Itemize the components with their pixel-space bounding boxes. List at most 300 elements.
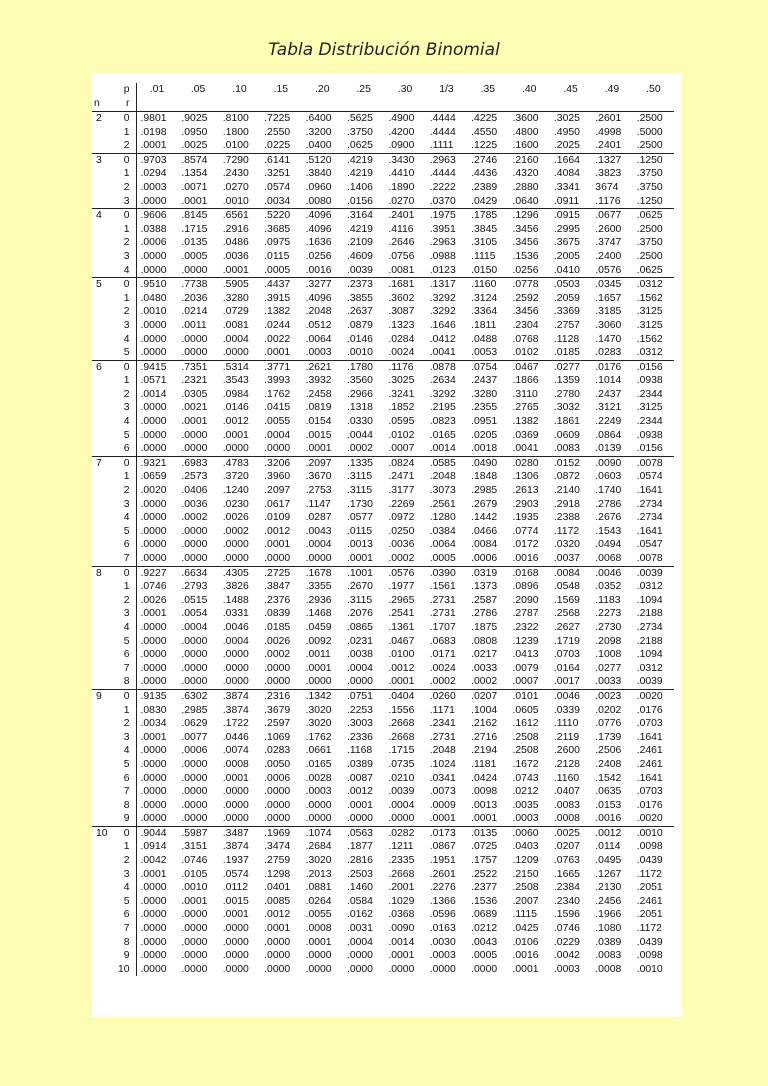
probability-cell: .3750: [636, 237, 663, 249]
probability-cell: .0038: [346, 649, 373, 661]
probability-cell: .0283: [595, 347, 622, 359]
probability-cell: .0585: [426, 456, 467, 470]
probability-cell: .3105: [471, 237, 498, 249]
probability-cell: .0000: [264, 936, 291, 948]
probability-cell: .0022: [264, 333, 291, 345]
probability-cell: .0039: [346, 264, 373, 276]
probability-cell: .0230: [222, 498, 249, 510]
probability-cell: .0031: [346, 923, 373, 935]
probability-cell: .0000: [140, 429, 167, 441]
probability-cell: .3292: [429, 292, 456, 304]
probability-cell: .0004: [222, 635, 249, 647]
probability-cell: .0244: [264, 319, 291, 331]
probability-cell: .0001: [471, 813, 498, 825]
probability-cell: .0028: [305, 772, 332, 784]
probability-cell: .0808: [471, 635, 498, 647]
probability-cell: .0370: [429, 195, 456, 207]
probability-cell: .0012: [591, 826, 632, 840]
r-label: r: [114, 97, 136, 112]
probability-cell: .0264: [305, 895, 332, 907]
probability-cell: .1665: [553, 868, 580, 880]
probability-cell: .6141: [260, 153, 301, 167]
probability-cell: .0000: [181, 909, 208, 921]
probability-cell: .1183: [595, 594, 621, 606]
probability-cell: .1542: [595, 772, 622, 784]
probability-cell: .0001: [305, 443, 332, 455]
probability-cell: .1780: [343, 360, 384, 374]
probability-cell: .2668: [388, 868, 415, 880]
r-value: 6: [114, 442, 136, 456]
probability-cell: .0000: [346, 950, 373, 962]
probability-cell: .0577: [346, 512, 373, 524]
probability-cell: .0000: [140, 635, 167, 647]
probability-cell: .9135: [136, 689, 177, 703]
table-row: [92, 292, 674, 306]
probability-cell: .0004: [388, 799, 415, 811]
probability-cell: .0002: [264, 649, 291, 661]
probability-cell: .2500: [636, 223, 663, 235]
probability-cell: .0026: [140, 594, 167, 606]
probability-cell: .1975: [426, 209, 467, 223]
r-value: 6: [114, 648, 136, 662]
probability-cell: .0025: [181, 140, 208, 152]
probability-cell: .2731: [429, 608, 456, 620]
probability-cell: .0404: [384, 689, 425, 703]
probability-cell: .0389: [595, 936, 622, 948]
probability-cell: .3151: [181, 841, 208, 853]
probability-cell: .3823: [595, 168, 622, 180]
probability-cell: .1172: [636, 923, 662, 935]
probability-cell: .3206: [260, 456, 301, 470]
probability-cell: .4950: [553, 126, 580, 138]
probability-cell: .2162: [471, 718, 498, 730]
probability-cell: .1562: [636, 333, 663, 345]
probability-cell: .2471: [388, 471, 415, 483]
table-row: [92, 319, 674, 333]
probability-cell: .1171: [429, 704, 455, 716]
probability-cell: .2597: [264, 718, 291, 730]
probability-cell: .1008: [595, 649, 622, 661]
probability-cell: .4225: [471, 113, 498, 124]
probability-cell: .0911: [553, 195, 580, 207]
probability-cell: .0207: [553, 841, 580, 853]
probability-cell: .0001: [305, 662, 332, 674]
probability-cell: .0000: [222, 443, 249, 455]
probability-cell: .0305: [181, 388, 208, 400]
probability-cell: .0000: [181, 635, 208, 647]
probability-cell: .1306: [512, 471, 539, 483]
probability-cell: .1024: [429, 758, 456, 770]
probability-cell: .2194: [471, 745, 498, 757]
probability-cell: .1536: [471, 895, 498, 907]
r-value: 5: [114, 429, 136, 443]
probability-cell: .0001: [222, 429, 249, 441]
probability-cell: .0172: [512, 539, 539, 551]
probability-cell: .1740: [595, 485, 622, 497]
probability-cell: .0000: [346, 963, 373, 975]
probability-cell: .0205: [471, 429, 498, 441]
table-sheet: [92, 73, 682, 1017]
probability-cell: .2321: [181, 375, 208, 387]
probability-cell: .3845: [471, 223, 498, 235]
r-value: 6: [114, 908, 136, 922]
probability-cell: .2377: [471, 882, 498, 894]
probability-cell: .0000: [388, 813, 415, 825]
p-header-cell: .20: [315, 84, 330, 95]
probability-cell: .1128: [553, 333, 580, 345]
probability-cell: .0176: [636, 704, 663, 716]
probability-cell: .0407: [553, 786, 580, 798]
probability-cell: .0004: [305, 539, 332, 551]
probability-cell: .1442: [471, 512, 498, 524]
table-row: [92, 854, 674, 868]
probability-cell: .0000: [346, 676, 373, 688]
table-row: [92, 470, 674, 484]
probability-cell: .4436: [471, 168, 498, 180]
probability-cell: .0774: [512, 525, 539, 537]
probability-cell: .2048: [429, 745, 456, 757]
probability-cell: .3670: [305, 471, 332, 483]
probability-cell: .2880: [512, 181, 539, 193]
probability-cell: .0596: [429, 909, 456, 921]
probability-cell: .1646: [429, 319, 456, 331]
r-value: 5: [114, 635, 136, 649]
probability-cell: .0000: [181, 429, 208, 441]
probability-cell: .0001: [181, 195, 208, 207]
probability-cell: .4320: [512, 168, 539, 180]
probability-cell: .0368: [388, 909, 415, 921]
probability-cell: .2731: [429, 594, 456, 606]
r-value: 2: [114, 305, 136, 319]
probability-cell: .0000: [140, 264, 167, 276]
probability-cell: .2600: [553, 745, 580, 757]
probability-cell: .2119: [553, 731, 580, 743]
probability-cell: .0000: [140, 416, 167, 428]
probability-cell: .2508: [512, 745, 539, 757]
probability-cell: .0000: [140, 676, 167, 688]
probability-cell: .1730: [346, 498, 373, 510]
probability-cell: .2918: [553, 498, 580, 510]
probability-cell: .9801: [140, 113, 167, 124]
probability-cell: .0005: [264, 264, 291, 276]
probability-cell: .1877: [346, 841, 373, 853]
probability-cell: .0001: [388, 950, 415, 962]
probability-cell: .0576: [595, 264, 622, 276]
probability-cell: .2508: [512, 882, 539, 894]
probability-cell: .0515: [181, 594, 208, 606]
probability-cell: .0007: [388, 443, 415, 455]
probability-cell: .0002: [222, 525, 249, 537]
probability-cell: .2550: [264, 126, 291, 138]
probability-cell: .0074: [222, 745, 249, 757]
probability-cell: .0000: [140, 621, 167, 633]
r-value: 4: [114, 333, 136, 347]
probability-cell: .1250: [633, 153, 674, 167]
probability-cell: .0425: [512, 923, 539, 935]
probability-cell: .1861: [553, 416, 580, 428]
probability-cell: .2734: [636, 621, 663, 633]
probability-cell: .0000: [181, 525, 208, 537]
probability-cell: .0156: [346, 195, 373, 207]
probability-cell: .4084: [553, 168, 580, 180]
r-value: 2: [114, 717, 136, 731]
table-row: [92, 704, 674, 718]
probability-cell: .1977: [388, 581, 415, 593]
probability-cell: .2273: [595, 608, 622, 620]
probability-cell: .0283: [264, 745, 291, 757]
probability-cell: .0735: [388, 758, 415, 770]
probability-cell: .0000: [181, 936, 208, 948]
probability-cell: .1569: [553, 594, 580, 606]
probability-cell: .0000: [140, 250, 167, 262]
table-row: [92, 250, 674, 264]
probability-cell: .0000: [264, 950, 291, 962]
probability-cell: .0635: [595, 786, 622, 798]
probability-cell: .0046: [550, 689, 591, 703]
probability-cell: .0081: [222, 319, 249, 331]
probability-cell: .2668: [388, 731, 415, 743]
probability-cell: .0413: [512, 649, 539, 661]
probability-cell: .2098: [595, 635, 622, 647]
probability-cell: .0016: [512, 950, 539, 962]
probability-cell: .1147: [305, 498, 331, 510]
probability-cell: .0026: [222, 512, 249, 524]
probability-cell: .0083: [553, 799, 580, 811]
probability-cell: .1359: [553, 375, 580, 387]
probability-cell: .1160: [553, 772, 580, 784]
probability-cell: .0270: [222, 181, 249, 193]
probability-cell: .1382: [512, 416, 539, 428]
probability-cell: .1181: [471, 758, 497, 770]
probability-cell: .0098: [636, 841, 663, 853]
probability-cell: .1636: [305, 237, 332, 249]
probability-cell: .0000: [222, 347, 249, 359]
r-value: 0: [114, 826, 136, 840]
probability-cell: .1488: [222, 594, 249, 606]
probability-cell: .0878: [426, 360, 467, 374]
probability-cell: .3915: [264, 292, 291, 304]
r-value: 8: [114, 936, 136, 950]
probability-cell: .0703: [553, 649, 580, 661]
probability-cell: .0574: [264, 181, 291, 193]
probability-cell: .0098: [471, 786, 498, 798]
probability-cell: .1361: [388, 621, 415, 633]
table-row: [92, 922, 674, 936]
probability-cell: .0041: [512, 443, 539, 455]
probability-cell: .0260: [426, 689, 467, 703]
r-value: 3: [114, 498, 136, 512]
probability-cell: .1722: [222, 718, 249, 730]
probability-cell: .1323: [388, 319, 415, 331]
probability-cell: .0001: [264, 923, 291, 935]
probability-cell: .2388: [553, 512, 580, 524]
p-header-cell: .01: [149, 84, 165, 95]
probability-cell: .0010: [633, 826, 674, 840]
probability-cell: .0217: [471, 649, 498, 661]
table-row: [92, 112, 674, 126]
probability-cell: .2097: [264, 485, 291, 497]
probability-cell: .0002: [346, 443, 373, 455]
probability-cell: .0000: [181, 772, 208, 784]
probability-cell: .1267: [595, 868, 622, 880]
probability-cell: .3125: [636, 319, 663, 331]
probability-cell: .3456: [512, 306, 539, 318]
probability-cell: .0016: [512, 553, 539, 564]
probability-cell: .0000: [471, 963, 498, 975]
r-value: 3: [114, 731, 136, 745]
probability-cell: .2304: [512, 319, 539, 331]
probability-cell: .1935: [512, 512, 539, 524]
probability-cell: .3032: [553, 402, 580, 414]
p-label: p: [114, 83, 136, 97]
probability-cell: .1719: [553, 635, 580, 647]
r-value: 2: [114, 854, 136, 868]
probability-cell: .2506: [595, 745, 622, 757]
probability-cell: .0000: [222, 662, 249, 674]
probability-cell: .0210: [388, 772, 415, 784]
p-header-cell: .10: [232, 84, 247, 95]
probability-cell: .2188: [636, 608, 663, 620]
probability-cell: .0036: [181, 498, 208, 510]
probability-cell: .0083: [553, 443, 580, 455]
table-header: [92, 83, 674, 112]
probability-cell: .0743: [512, 772, 539, 784]
probability-cell: .0078: [633, 456, 674, 470]
r-value: 2: [114, 181, 136, 195]
probability-cell: .0003: [305, 347, 332, 359]
probability-cell: .0000: [222, 649, 249, 661]
probability-cell: .0609: [553, 429, 580, 441]
probability-cell: .0026: [264, 635, 291, 647]
probability-cell: .2036: [181, 292, 208, 304]
r-value: 2: [114, 484, 136, 498]
probability-cell: .7738: [177, 278, 218, 292]
probability-cell: .0214: [181, 306, 208, 318]
probability-cell: .0000: [181, 347, 208, 359]
probability-cell: .0830: [140, 704, 167, 716]
probability-cell: .3543: [222, 375, 249, 387]
probability-cell: .1211: [388, 841, 414, 853]
probability-cell: .0000: [305, 676, 332, 688]
probability-cell: .0037: [553, 553, 580, 564]
probability-cell: .3720: [222, 471, 249, 483]
probability-cell: .3125: [636, 306, 663, 318]
probability-cell: .1848: [471, 471, 498, 483]
probability-cell: .0012: [264, 909, 291, 921]
probability-cell: .1681: [384, 278, 425, 292]
p-header-cell: .49: [604, 84, 620, 95]
probability-cell: .0034: [264, 195, 291, 207]
probability-cell: .5220: [260, 209, 301, 223]
probability-cell: .0768: [512, 333, 539, 345]
probability-cell: .0446: [222, 731, 249, 743]
probability-cell: .0043: [471, 936, 498, 948]
probability-cell: .2503: [346, 868, 373, 880]
table-row: [92, 566, 674, 580]
probability-cell: .0341: [429, 772, 456, 784]
probability-cell: .1811: [471, 319, 497, 331]
probability-cell: .0320: [553, 539, 580, 551]
r-value: 6: [114, 538, 136, 552]
probability-cell: .2963: [426, 153, 467, 167]
probability-cell: .2401: [595, 140, 622, 152]
probability-cell: .2965: [388, 594, 415, 606]
probability-cell: .0975: [264, 237, 291, 249]
probability-cell: .3932: [305, 375, 332, 387]
table-row: [92, 963, 674, 977]
probability-cell: .2561: [429, 498, 456, 510]
probability-cell: .0018: [471, 443, 498, 455]
probability-cell: .0023: [591, 689, 632, 703]
probability-cell: .0001: [140, 140, 167, 152]
probability-cell: .0000: [264, 963, 291, 975]
probability-cell: .3292: [429, 388, 456, 400]
probability-cell: .0001: [181, 895, 208, 907]
probability-cell: .2384: [553, 882, 580, 894]
probability-cell: .2966: [346, 388, 373, 400]
probability-cell: .0000: [181, 799, 208, 811]
probability-cell: .1110: [553, 718, 579, 730]
probability-cell: .3600: [512, 113, 539, 124]
probability-cell: .0339: [553, 704, 580, 716]
probability-cell: .1366: [429, 895, 456, 907]
probability-cell: .0250: [388, 525, 415, 537]
probability-cell: .0006: [140, 237, 167, 249]
probability-cell: .0090: [388, 923, 415, 935]
probability-cell: .1707: [429, 621, 456, 633]
probability-cell: .6983: [177, 456, 218, 470]
probability-cell: .3060: [595, 319, 622, 331]
probability-cell: .0319: [467, 566, 508, 580]
probability-cell: .3115: [346, 594, 373, 606]
probability-cell: .0576: [384, 566, 425, 580]
probability-cell: .0000: [140, 909, 167, 921]
probability-cell: .0014: [140, 388, 167, 400]
probability-cell: .2916: [222, 223, 249, 235]
probability-cell: .0198: [140, 126, 167, 138]
probability-cell: .6561: [219, 209, 260, 223]
probability-cell: .6400: [305, 113, 332, 124]
probability-cell: .0574: [222, 868, 249, 880]
probability-cell: .0000: [305, 553, 332, 564]
probability-cell: .0312: [636, 347, 663, 359]
r-value: 3: [114, 319, 136, 333]
r-value: 4: [114, 621, 136, 635]
probability-cell: .0039: [636, 676, 663, 688]
probability-cell: .2734: [636, 512, 663, 524]
probability-cell: .0000: [140, 799, 167, 811]
probability-cell: .7290: [219, 153, 260, 167]
probability-cell: .0015: [222, 895, 249, 907]
probability-cell: .1280: [429, 512, 456, 524]
probability-cell: .0008: [222, 758, 249, 770]
probability-cell: .0073: [429, 786, 456, 798]
probability-cell: .0017: [553, 676, 580, 688]
probability-cell: .0282: [384, 826, 425, 840]
probability-cell: .0050: [264, 758, 291, 770]
probability-cell: .0081: [388, 264, 415, 276]
probability-cell: .3874: [222, 841, 249, 853]
probability-cell: .2936: [305, 594, 332, 606]
probability-cell: .2140: [553, 485, 580, 497]
probability-cell: .0494: [595, 539, 622, 551]
r-value: 9: [114, 949, 136, 963]
probability-cell: .4096: [305, 223, 332, 235]
probability-cell: .0000: [222, 786, 249, 798]
r-value: 5: [114, 758, 136, 772]
probability-cell: .0000: [140, 950, 167, 962]
r-value: 7: [114, 552, 136, 566]
